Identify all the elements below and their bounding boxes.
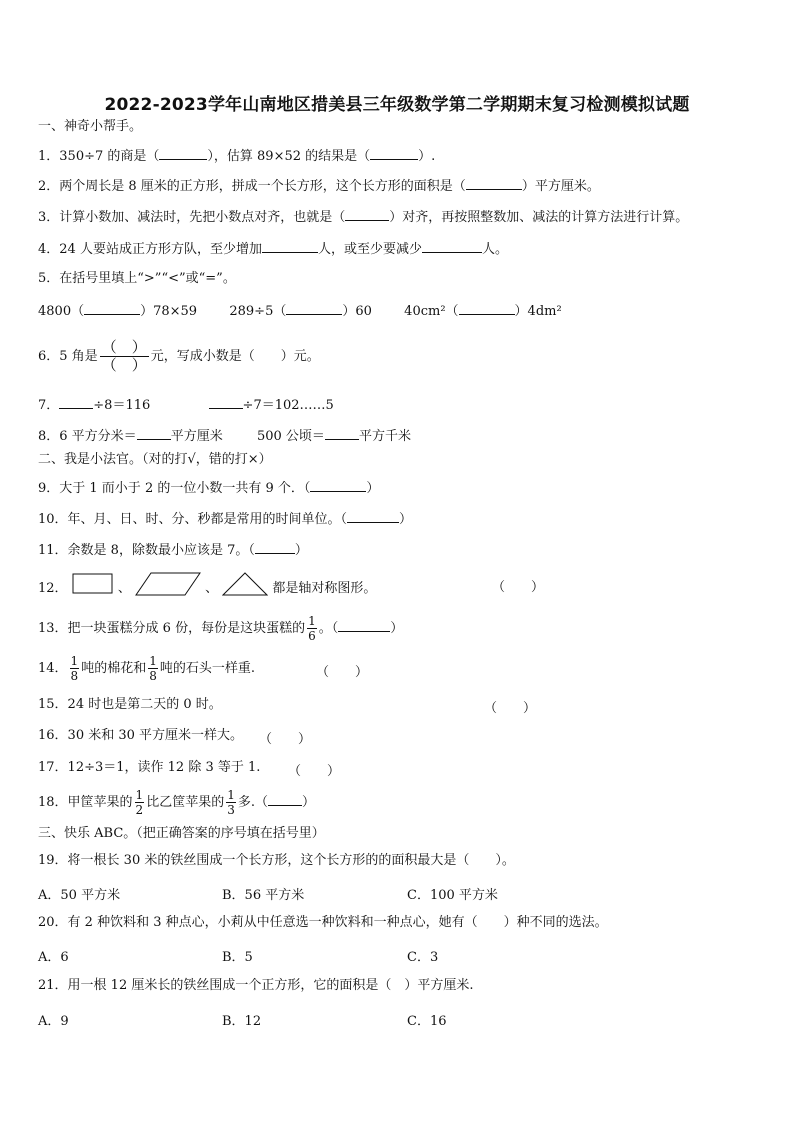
blank[interactable]	[325, 427, 359, 440]
fraction: $\frac{1}{8}$	[149, 654, 157, 683]
question-5: 5．在括号里填上“>”“<”或“=”。	[38, 271, 236, 286]
option-b[interactable]: B．12	[222, 1014, 262, 1029]
question-4: 4．24 人要站成正方形方队，至少增加 人，或至少要减少 人。	[38, 242, 508, 257]
blank[interactable]	[422, 240, 482, 253]
question-8: 8．6 平方分米＝ 平方厘米 500 公顷＝ 平方千米	[38, 429, 411, 444]
question-15: 15．24 时也是第二天的 0 时。	[38, 697, 222, 712]
blank[interactable]	[338, 619, 390, 632]
option-c[interactable]: C．100 平方米	[407, 888, 498, 903]
blank[interactable]	[137, 427, 171, 440]
blank[interactable]	[466, 177, 522, 190]
question-5-items: 4800（ ）78×59 289÷5（ ）60 40cm²（ ）4dm²	[38, 304, 562, 319]
triangle-figure	[222, 572, 268, 605]
option-c[interactable]: C．16	[407, 1014, 447, 1029]
option-a[interactable]: A．9	[38, 1014, 69, 1029]
option-b[interactable]: B．5	[222, 950, 253, 965]
fraction: $\frac{1}{8}$	[70, 654, 79, 683]
question-17: 17．12÷3＝1，读作 12 除 3 等于 1.	[38, 760, 261, 775]
question-20: 20．有 2 种饮料和 3 种点心，小莉从中任意选一种饮料和一种点心，她有（ ）种不同的选法。	[38, 915, 608, 930]
question-13: 13．把一块蛋糕分成 6 份，每份是这块蛋糕的 $\frac{1}{6}$ 。（ ）	[38, 614, 404, 643]
answer-paren[interactable]: （ ）	[316, 665, 369, 680]
blank[interactable]	[59, 396, 93, 409]
parallelogram-figure	[135, 572, 201, 605]
option-a[interactable]: A．50 平方米	[38, 888, 121, 903]
blank[interactable]	[370, 147, 418, 160]
blank[interactable]	[262, 240, 318, 253]
question-21: 21．用一根 12 厘米长的铁丝围成一个正方形，它的面积是（ ）平方厘米.	[38, 978, 474, 993]
fraction: $\frac{1}{3}$	[227, 788, 235, 817]
fraction-blank[interactable]: （ ） （ ）	[101, 338, 147, 374]
question-1: 1．350÷7 的商是（ ），估算 89×52 的结果是（ ）.	[38, 149, 436, 164]
question-7: 7． ÷8＝116 ÷7＝102……5	[38, 398, 334, 413]
blank[interactable]	[347, 510, 399, 523]
blank[interactable]	[255, 541, 295, 554]
answer-paren[interactable]: （ ）	[484, 701, 537, 716]
question-11: 11．余数是 8，除数最小应该是 7。（ ）	[38, 543, 308, 558]
answer-paren[interactable]: （ ）	[259, 732, 312, 747]
blank[interactable]	[459, 302, 515, 315]
option-b[interactable]: B．56 平方米	[222, 888, 305, 903]
fraction: $\frac{1}{6}$	[308, 614, 316, 643]
blank[interactable]	[84, 302, 140, 315]
question-6: 6．5 角是 （ ） （ ） 元，写成小数是（ ）元。	[38, 338, 320, 374]
page-title: 2022-2023学年山南地区措美县三年级数学第二学期期末复习检测模拟试题	[104, 95, 690, 115]
question-14: 14． $\frac{1}{8}$ 吨的棉花和 $\frac{1}{8}$ 吨的石头一样重.	[38, 654, 255, 683]
rectangle-figure	[72, 573, 114, 604]
section-1-heading: 一、神奇小帮手。	[38, 119, 143, 134]
answer-paren[interactable]: （ ）	[492, 580, 545, 595]
section-2-heading: 二、我是小法官。（对的打√，错的打×）	[38, 452, 272, 467]
blank[interactable]	[209, 396, 243, 409]
question-18: 18．甲筐苹果的 $\frac{1}{2}$ 比乙筐苹果的 $\frac{1}{3}$ 多.（ ）	[38, 788, 315, 817]
question-12: 12． 、 、 都是轴对称图形。	[38, 572, 376, 605]
blank[interactable]	[286, 302, 342, 315]
question-9: 9．大于 1 而小于 2 的一位小数一共有 9 个．（ ）	[38, 481, 380, 496]
option-a[interactable]: A．6	[38, 950, 69, 965]
option-c[interactable]: C．3	[407, 950, 439, 965]
question-19: 19．将一根长 30 米的铁丝围成一个长方形，这个长方形的的面积最大是（ ）。	[38, 853, 515, 868]
blank[interactable]	[310, 479, 366, 492]
question-3: 3．计算小数加、减法时，先把小数点对齐，也就是（ ）对齐，再按照整数加、减法的计算方法进行计算。	[38, 210, 689, 225]
answer-paren[interactable]: （ ）	[288, 764, 341, 779]
question-2: 2．两个周长是 8 厘米的正方形，拼成一个长方形，这个长方形的面积是（ ）平方厘米。	[38, 179, 600, 194]
section-3-heading: 三、快乐 ABC。（把正确答案的序号填在括号里）	[38, 826, 325, 841]
question-16: 16．30 米和 30 平方厘米一样大。	[38, 728, 244, 743]
blank[interactable]	[345, 208, 389, 221]
blank[interactable]	[159, 147, 207, 160]
blank[interactable]	[268, 793, 302, 806]
fraction: $\frac{1}{2}$	[135, 788, 144, 817]
question-10: 10．年、月、日、时、分、秒都是常用的时间单位。（ ）	[38, 512, 413, 527]
